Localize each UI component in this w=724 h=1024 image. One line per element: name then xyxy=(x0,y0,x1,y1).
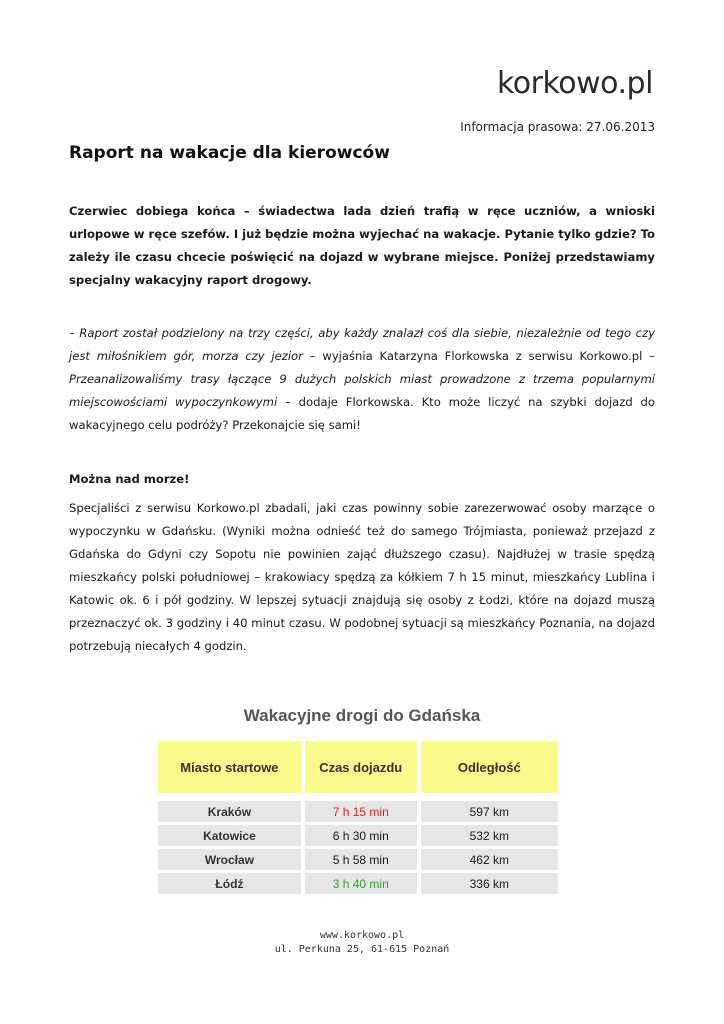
table-row xyxy=(158,849,558,870)
row-city: Łódź xyxy=(158,873,301,894)
header-distance: Odległość xyxy=(421,741,558,793)
row-time: 3 h 40 min xyxy=(305,873,417,894)
row-time: 5 h 58 min xyxy=(305,849,417,870)
quote-part-3: Przeanalizowaliśmy trasy łączące 9 dużych polskich miast prowadzone z trzema popularnymi miejscowościami wypoczynkowymi xyxy=(69,372,655,409)
table-row xyxy=(158,825,558,846)
section-heading: Można nad morze! xyxy=(69,472,190,486)
press-release-date: Informacja prasowa: 27.06.2013 xyxy=(460,120,655,134)
row-distance: 597 km xyxy=(421,801,558,822)
korkowo-logo: korkowo.pl xyxy=(497,66,653,101)
quote-part-4: – dodaje Florkowska. Kto może liczyć na szybki dojazd do wakacyjnego celu podróży? Przekonajcie się sami! xyxy=(69,395,656,432)
table-row xyxy=(158,873,558,894)
quote-paragraph xyxy=(69,322,655,437)
table-header-row xyxy=(158,741,558,793)
quote-part-1: – Raport został podzielony na trzy części, aby każdy znalazł coś dla siebie, niezależnie od tego czy jest miłośnikiem gór, morza czy jezior xyxy=(69,326,655,363)
quote-part-2: – wyjaśnia Katarzyna Florkowska z serwisu Korkowo.pl – xyxy=(302,349,655,363)
section-body: Specjaliści z serwisu Korkowo.pl zbadali, jaki czas powinny sobie zarezerwować osoby marzące o wypoczynku w Gdańsku. (Wyniki można odnieść też do samego Trójmiasta, ponieważ przejazd z Gdańska do Gdyni czy Sopotu nie powinien zająć dłuższego czasu). Najdłużej w trasie spędzą mieszkańcy polski południowej – krakowiacy spędzą za kółkiem 7 h 15 minut, mieszkańcy Lublina i Katowic ok. 6 i pół godziny. W lepszej sytuacji znajdują się osoby z Łodzi, które na dojazd muszą przeznaczyć ok. 3 godziny i 40 minut czasu. W podobnej sytuacji są mieszkańcy Poznania, na dojazd potrzebują niecałych 4 godzin. xyxy=(69,501,655,653)
footer-website: www.korkowo.pl xyxy=(319,930,405,941)
page-title: Raport na wakacje dla kierowców xyxy=(69,143,390,163)
table-title: Wakacyjne drogi do Gdańska xyxy=(243,706,481,725)
footer-address: ul. Perkuna 25, 61-615 Poznań xyxy=(274,944,450,955)
table-row xyxy=(158,801,558,822)
footer xyxy=(0,929,724,957)
row-distance: 532 km xyxy=(421,825,558,846)
row-time: 7 h 15 min xyxy=(305,801,417,822)
row-distance: 336 km xyxy=(421,873,558,894)
row-distance: 462 km xyxy=(421,849,558,870)
row-time: 6 h 30 min xyxy=(305,825,417,846)
header-city: Miasto startowe xyxy=(158,741,301,793)
intro-paragraph: Czerwiec dobiega końca – świadectwa lada dzień trafią w ręce uczniów, a wnioski urlopowe w ręce szefów. I już będzie można wyjechać na wakacje. Pytanie tylko gdzie? To zależy ile czasu chcecie poświęcić na dojazd w wybrane miejsce. Poniżej przedstawiamy specjalny wakacyjny raport drogowy. xyxy=(69,204,655,287)
routes-table xyxy=(154,738,562,897)
row-city: Katowice xyxy=(158,825,301,846)
spacer-row xyxy=(158,796,558,798)
row-city: Wrocław xyxy=(158,849,301,870)
row-city: Kraków xyxy=(158,801,301,822)
header-time: Czas dojazdu xyxy=(305,741,417,793)
